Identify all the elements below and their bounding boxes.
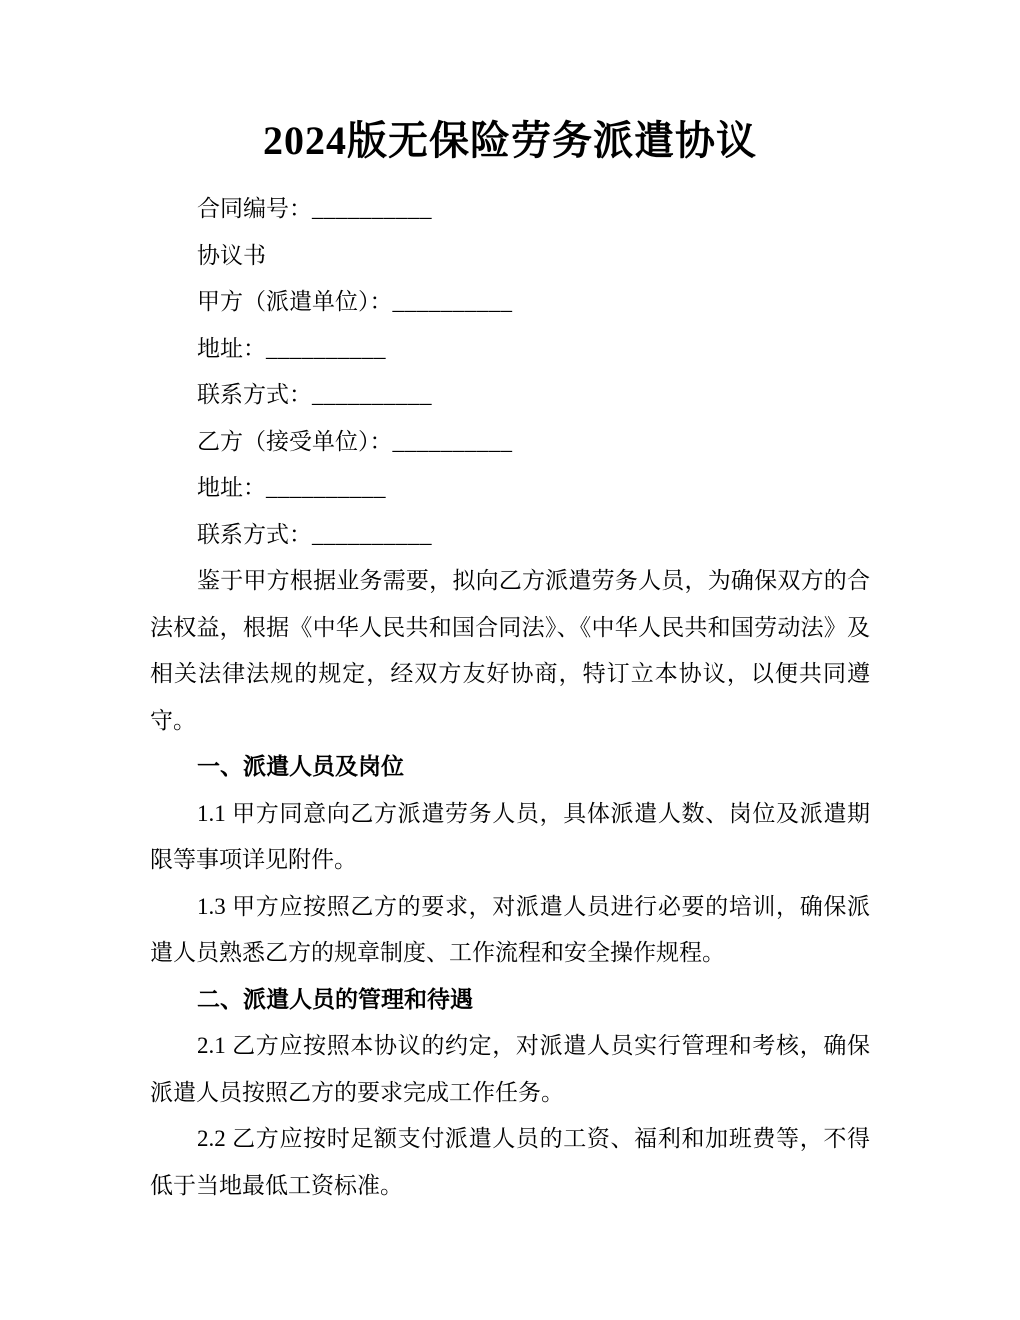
- field-party-a-contact: [150, 372, 870, 419]
- field-contract-number: [150, 186, 870, 233]
- blank-line: __________: [312, 196, 432, 221]
- field-party-b-contact: [150, 512, 870, 559]
- field-party-a: [150, 279, 870, 326]
- field-label: 协议书: [197, 242, 266, 268]
- preamble-paragraph: 鉴于甲方根据业务需要，拟向乙方派遣劳务人员，为确保双方的合法权益，根据《中华人民共和国合同法》、《中华人民共和国劳动法》及相关法律法规的规定，经双方友好协商，特订立本协议，以便共同遵守。: [150, 568, 870, 733]
- blank-line: __________: [312, 382, 432, 407]
- section-2-heading: 二、派遣人员的管理和待遇: [197, 986, 473, 1012]
- blank-line: __________: [266, 335, 386, 361]
- document-title: 2024版无保险劳务派遣协议: [263, 118, 757, 163]
- blank-line: __________: [392, 289, 513, 314]
- field-label: 合同编号：: [197, 196, 312, 221]
- clause-2-2: 2.2 乙方应按时足额支付派遣人员的工资、福利和加班费等，不得低于当地最低工资标准。: [150, 1126, 870, 1198]
- field-label: 联系方式：: [197, 521, 312, 547]
- field-party-a-address: [150, 326, 870, 373]
- blank-line: __________: [312, 521, 432, 547]
- section-1-heading: 一、派遣人员及岗位: [197, 754, 404, 779]
- field-label: 甲方（派遣单位）：: [197, 289, 393, 314]
- field-agreement-doc: [150, 233, 870, 280]
- field-label: 乙方（接受单位）：: [197, 428, 393, 454]
- field-label: 地址：: [197, 335, 266, 361]
- field-party-b-address: [150, 465, 870, 512]
- blank-line: __________: [392, 428, 513, 454]
- field-party-b: [150, 419, 870, 466]
- contract-header-fields: [150, 186, 870, 558]
- clause-1-1: 1.1 甲方同意向乙方派遣劳务人员，具体派遣人数、岗位及派遣期限等事项详见附件。: [150, 800, 870, 872]
- clause-1-3: 1.3 甲方应按照乙方的要求，对派遣人员进行必要的培训，确保派遣人员熟悉乙方的规章制度、工作流程和安全操作规程。: [150, 893, 870, 965]
- blank-line: __________: [266, 475, 386, 500]
- clause-2-1: 2.1 乙方应按照本协议的约定，对派遣人员实行管理和考核，确保派遣人员按照乙方的要求完成工作任务。: [150, 1033, 870, 1105]
- field-label: 地址：: [197, 475, 266, 500]
- field-label: 联系方式：: [197, 382, 312, 407]
